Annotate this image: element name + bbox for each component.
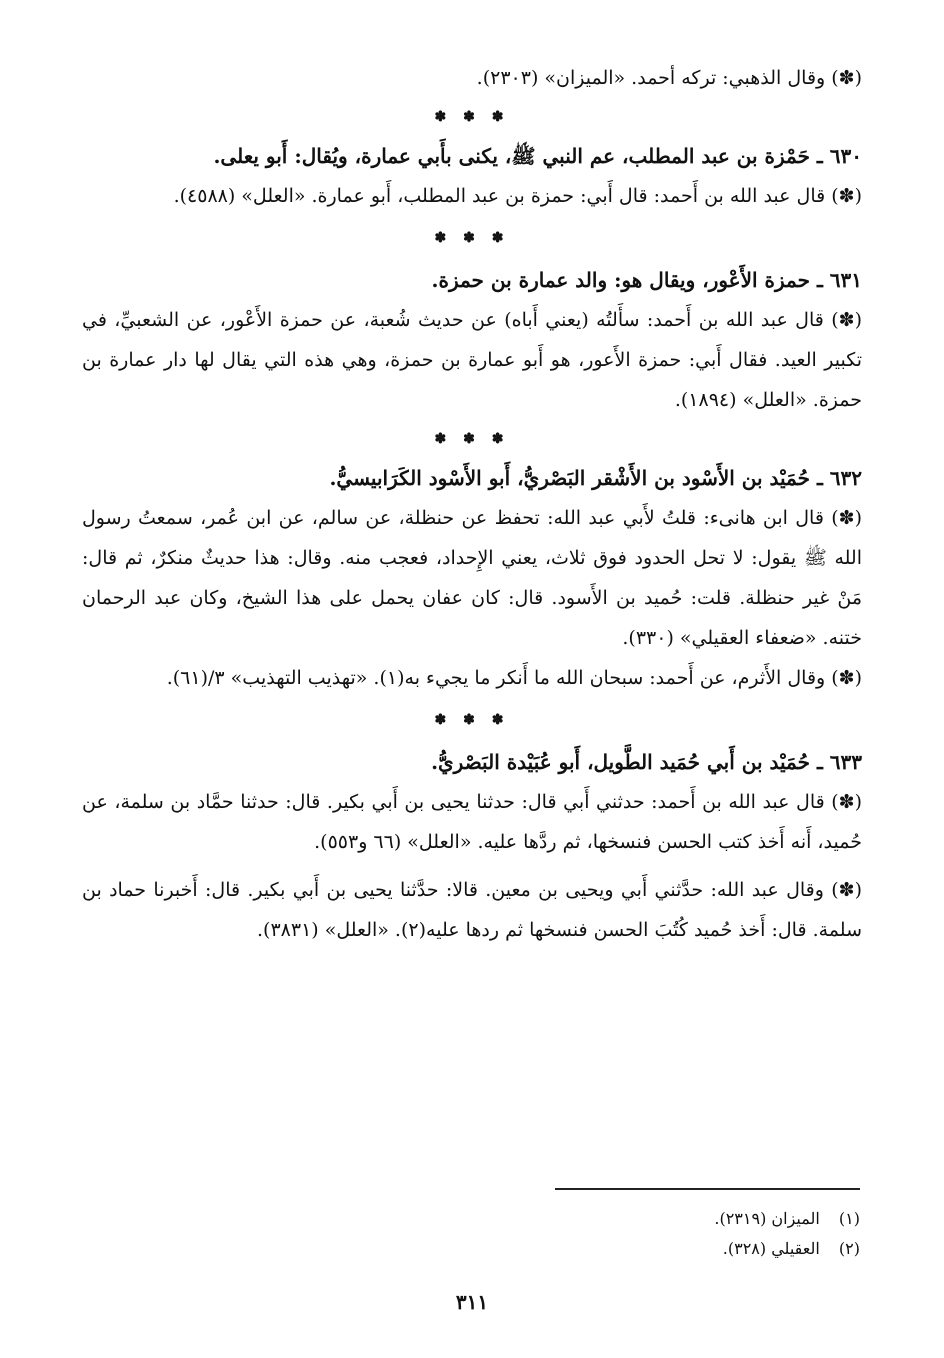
paragraph: (✽) وقال الأَثرم، عن أَحمد: سبحان الله ما أَنكر ما يجيء به(١). «تهذيب التهذيب» ٣/(٦١). [166, 667, 862, 689]
paragraph: (✽) قال ابن هانىء: قلتُ لأَبي عبد الله: تحفظ عن حنظلة، عن سالم، عن ابن عُمر، سمعتُ رسول الله ﷺ يقول: لا تحل الحدود فوق ثلاث، يعني الإِحداد، فعجب منه. وقال: هذا حديثٌ منكرٌ، ثم قال: مَنْ غير حنظلة. قلت: حُميد بن الأَسود. قال: كان عفان يحمل على هذا الشيخ، وكان عبد الرحمان ختنه. «ضعفاء العقيلي» (٣٣٠). [82, 507, 862, 649]
footnote-rule [555, 1188, 860, 1190]
page-number: ٣١١ [455, 1290, 489, 1314]
entry-630 [82, 136, 862, 216]
footnote-text: الميزان (٢٣١٩). [714, 1209, 820, 1228]
separator-stars: ✽ ✽ ✽ [434, 109, 510, 125]
footnotes [560, 1204, 860, 1264]
entry-title: ٦٣١ ـ حمزة الأَعْور، ويقال هو: والد عمارة بن حمزة. [431, 268, 862, 292]
entry-title: ٦٣٣ ـ حُمَيْد بن أَبي حُمَيد الطَّويل، أَبو عُبَيْدة البَصْريُّ. [431, 750, 862, 774]
entry-632 [82, 458, 862, 698]
paragraph: (✽) قال عبد الله بن أَحمد: سأَلتُه (يعني أَباه) عن حديث شُعبة، عن حمزة الأَعْور، عن الشعبيِّ، في تكبير العيد. فقال أَبي: حمزة الأَعور، هو أَبو عمارة بن حمزة، وهي هذه التي يقال لها دار عمارة بن حمزة. «العلل» (١٨٩٤). [82, 309, 862, 411]
entry-continuation [82, 58, 862, 98]
footnote-text: العقيلي (٣٢٨). [722, 1239, 820, 1258]
separator-stars: ✽ ✽ ✽ [434, 230, 510, 246]
footnote-number: (١) [838, 1209, 860, 1228]
entry-title: ٦٣٢ ـ حُمَيْد بن الأَسْود بن الأَشْقر البَصْريُّ، أَبو الأَسْود الكَرَابيسيُّ. [329, 466, 862, 490]
spacer [82, 862, 862, 870]
separator-stars: ✽ ✽ ✽ [434, 431, 510, 447]
entry-title: ٦٣٠ ـ حَمْزة بن عبد المطلب، عم النبي ﷺ، يكنى بأَبي عمارة، ويُقال: أَبو يعلى. [213, 144, 862, 168]
footnote-2 [560, 1234, 860, 1264]
paragraph: (✽) وقال الذهبي: تركه أحمد. «الميزان» (٢٣٠٣). [476, 67, 862, 89]
paragraph: (✽) وقال عبد الله: حدَّثني أَبي ويحيى بن معين. قالا: حدَّثنا يحيى بن أَبي بكير. قال: أَخبرنا حماد بن سلمة. قال: أَخذ حُميد كُتُبَ الحسن فنسخها ثم ردها عليه(٢). «العلل» (٣٨٣١). [82, 879, 862, 941]
entry-631 [82, 260, 862, 420]
entry-633 [82, 742, 862, 950]
footnote-1 [560, 1204, 860, 1234]
footnote-number: (٢) [838, 1239, 860, 1258]
separator-stars: ✽ ✽ ✽ [434, 712, 510, 728]
paragraph: (✽) قال عبد الله بن أَحمد: قال أَبي: حمزة بن عبد المطلب، أَبو عمارة. «العلل» (٤٥٨٨). [173, 185, 862, 207]
paragraph: (✽) قال عبد الله بن أَحمد: حدثني أَبي قال: حدثنا يحيى بن أَبي بكير. قال: حدثنا حمَّاد بن سلمة، عن حُميد، أَنه أَخذ كتب الحسن فنسخها، ثم ردَّها عليه. «العلل» (٦٦ و٥٥٣). [82, 791, 862, 853]
page-body [82, 58, 862, 950]
